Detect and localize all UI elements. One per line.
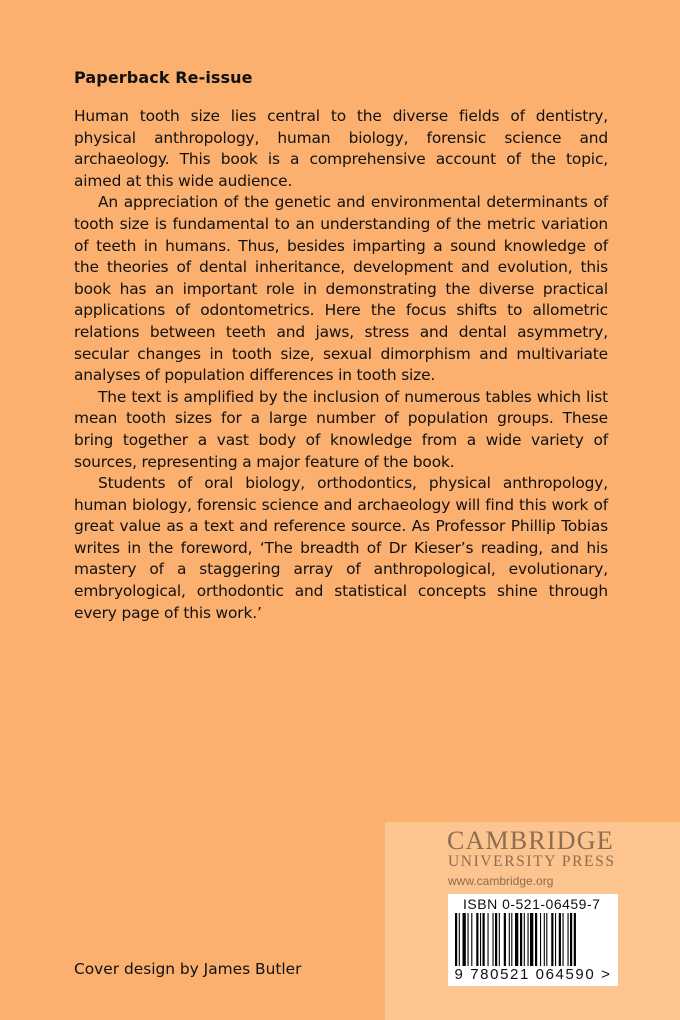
paragraph: Human tooth size lies central to the diverse fields of dentistry, physical anthropology, human biology, forensic science and archaeology. This book is a comprehensive account of the topic, aimed at this wide audience.: [74, 107, 608, 190]
publisher-logo-subtitle: UNIVERSITY PRESS: [448, 853, 616, 870]
blurb-text: [74, 106, 608, 624]
paragraph: An appreciation of the genetic and environmental determinants of tooth size is fundamental to an understanding of the metric variation of teeth in humans. Thus, besides imparting a sound knowledge of the theories of dental inheritance, development and evolution, this book has an important role in demonstrating the diverse practical applications of odontometrics. Here the focus shifts to allometric relations between teeth and jaws, stress and dental asymmetry, secular changes in tooth size, sexual dimorphism and multivariate analyses of population differences in tooth size.: [74, 193, 608, 385]
barcode-number: 9 780521 064590 >: [449, 966, 617, 983]
paragraph: The text is amplified by the inclusion of numerous tables which list mean tooth sizes for a large number of population groups. These bring together a vast body of knowledge from a wide variety of sources, representing a major feature of the book.: [74, 387, 608, 471]
publisher-url: www.cambridge.org: [448, 874, 554, 888]
section-heading: Paperback Re-issue: [74, 68, 253, 87]
publisher-logo-name: CAMBRIDGE: [447, 826, 614, 855]
cover-design-credit: Cover design by James Butler: [74, 960, 302, 978]
paragraph: Students of oral biology, orthodontics, physical anthropology, human biology, forensic science and archaeology will find this work of great value as a text and reference source. As Professor Phillip Tobias writes in the foreword, ‘The breadth of Dr Kieser’s reading, and his mastery of a staggering array of anthropological, evolutionary, embryological, orthodontic and statistical concepts shine through every page of this work.’: [74, 474, 608, 622]
barcode-label: [448, 894, 618, 986]
isbn-text: ISBN 0-521-06459-7: [463, 896, 601, 912]
